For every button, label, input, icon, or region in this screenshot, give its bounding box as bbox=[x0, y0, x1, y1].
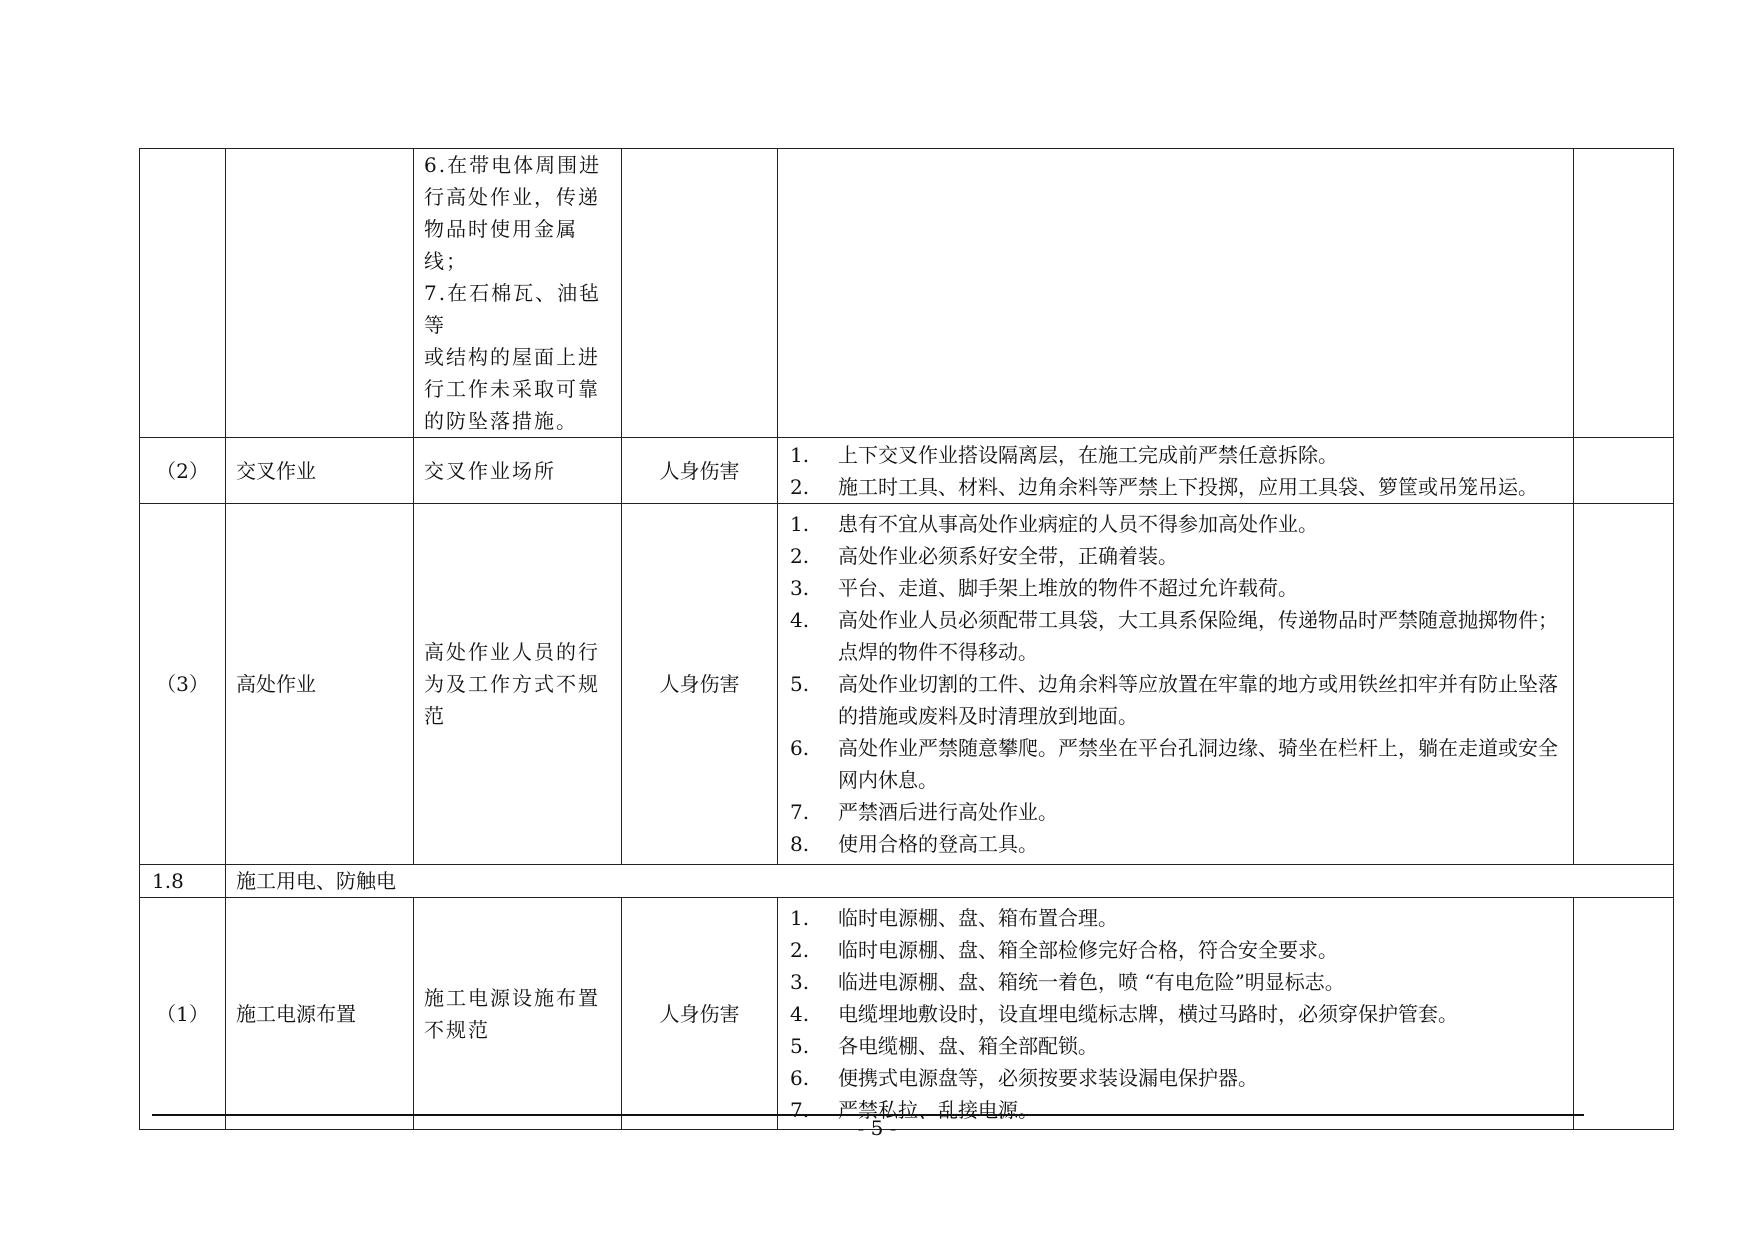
measure-item: 7. 严禁酒后进行高处作业。 bbox=[790, 800, 1058, 824]
cell-measures bbox=[778, 898, 1574, 1130]
measure-item: 3. 平台、走道、脚手架上堆放的物件不超过允许载荷。 bbox=[790, 576, 1298, 600]
cell-measures bbox=[778, 504, 1574, 865]
table-row bbox=[140, 898, 1674, 1130]
measure-item: 4. 高处作业人员必须配带工具袋，大工具系保险绳，传递物品时严禁随意抛掷物件；点焊的物件不得移动。 bbox=[790, 608, 1558, 664]
table-row bbox=[140, 438, 1674, 504]
measure-item: 1. 临时电源棚、盘、箱布置合理。 bbox=[790, 905, 1118, 930]
measure-item: 8. 使用合格的登高工具。 bbox=[790, 832, 1038, 856]
cell-measures bbox=[778, 149, 1574, 438]
cell-risk: 高处作业人员的行为及工作方式不规范 bbox=[414, 504, 622, 865]
cell-remark bbox=[1574, 149, 1674, 438]
risk-line: 行高处作业，传递 bbox=[424, 185, 600, 209]
cell-no: （3） bbox=[140, 504, 226, 865]
risk-line: 的防坠落措施。 bbox=[424, 409, 578, 433]
measure-item: 3. 临进电源棚、盘、箱统一着色，喷 “有电危险”明显标志。 bbox=[790, 969, 1345, 994]
cell-no: （1） bbox=[140, 898, 226, 1130]
risk-line: 物品时使用金属线； bbox=[424, 217, 578, 273]
page-number: - 5 - bbox=[857, 1116, 897, 1140]
cell-remark bbox=[1574, 898, 1674, 1130]
cell-item: 交叉作业 bbox=[226, 438, 414, 504]
cell-risk: 施工电源设施布置不规范 bbox=[414, 898, 622, 1130]
risk-line: 行工作未采取可靠 bbox=[424, 377, 600, 401]
cell-hazard: 人身伤害 bbox=[622, 504, 778, 865]
cell-hazard: 人身伤害 bbox=[622, 438, 778, 504]
risk-line: 或结构的屋面上进 bbox=[424, 345, 600, 369]
cell-risk bbox=[414, 149, 622, 438]
cell-remark bbox=[1574, 504, 1674, 865]
cell-item bbox=[226, 149, 414, 438]
cell-item: 施工电源布置 bbox=[226, 898, 414, 1130]
risk-measures-table bbox=[139, 148, 1674, 1130]
measures-list bbox=[788, 902, 1563, 1126]
measure-item: 7. 严禁私拉、乱接电源。 bbox=[790, 1097, 1038, 1122]
cell-hazard bbox=[622, 149, 778, 438]
measure-item: 2. 施工时工具、材料、边角余料等严禁上下投掷，应用工具袋、箩筐或吊笼吊运。 bbox=[790, 474, 1538, 499]
measures-list bbox=[788, 508, 1563, 860]
table-row-continuation bbox=[140, 149, 1674, 438]
measure-item: 2. 高处作业必须系好安全带，正确着装。 bbox=[790, 544, 1178, 568]
cell-item: 高处作业 bbox=[226, 504, 414, 865]
measure-item: 6. 便携式电源盘等，必须按要求装设漏电保护器。 bbox=[790, 1065, 1258, 1090]
measure-item: 2. 临时电源棚、盘、箱全部检修完好合格，符合安全要求。 bbox=[790, 937, 1338, 962]
measures-list bbox=[788, 439, 1563, 503]
measure-item: 5. 高处作业切割的工件、边角余料等应放置在牢靠的地方或用铁丝扣牢并有防止坠落的措施或废料及时清理放到地面。 bbox=[790, 672, 1558, 728]
section-no: 1.8 bbox=[140, 865, 226, 898]
table-row bbox=[140, 504, 1674, 865]
measure-item: 4. 电缆埋地敷设时，设直埋电缆标志牌，横过马路时，必须穿保护管套。 bbox=[790, 1001, 1458, 1026]
cell-remark bbox=[1574, 438, 1674, 504]
cell-hazard: 人身伤害 bbox=[622, 898, 778, 1130]
cell-no: （2） bbox=[140, 438, 226, 504]
risk-line: 6.在带电体周围进 bbox=[424, 153, 602, 177]
cell-risk: 交叉作业场所 bbox=[414, 438, 622, 504]
section-title: 施工用电、防触电 bbox=[226, 865, 1674, 898]
measure-item: 6. 高处作业严禁随意攀爬。严禁坐在平台孔洞边缘、骑坐在栏杆上，躺在走道或安全网内休息。 bbox=[790, 736, 1558, 792]
cell-measures bbox=[778, 438, 1574, 504]
section-row bbox=[140, 865, 1674, 898]
risk-line: 7.在石棉瓦、油毡等 bbox=[424, 281, 602, 337]
measure-item: 1. 患有不宜从事高处作业病症的人员不得参加高处作业。 bbox=[790, 512, 1318, 536]
measure-item: 5. 各电缆棚、盘、箱全部配锁。 bbox=[790, 1033, 1098, 1058]
cell-no bbox=[140, 149, 226, 438]
measure-item: 1. 上下交叉作业搭设隔离层，在施工完成前严禁任意拆除。 bbox=[790, 442, 1338, 467]
